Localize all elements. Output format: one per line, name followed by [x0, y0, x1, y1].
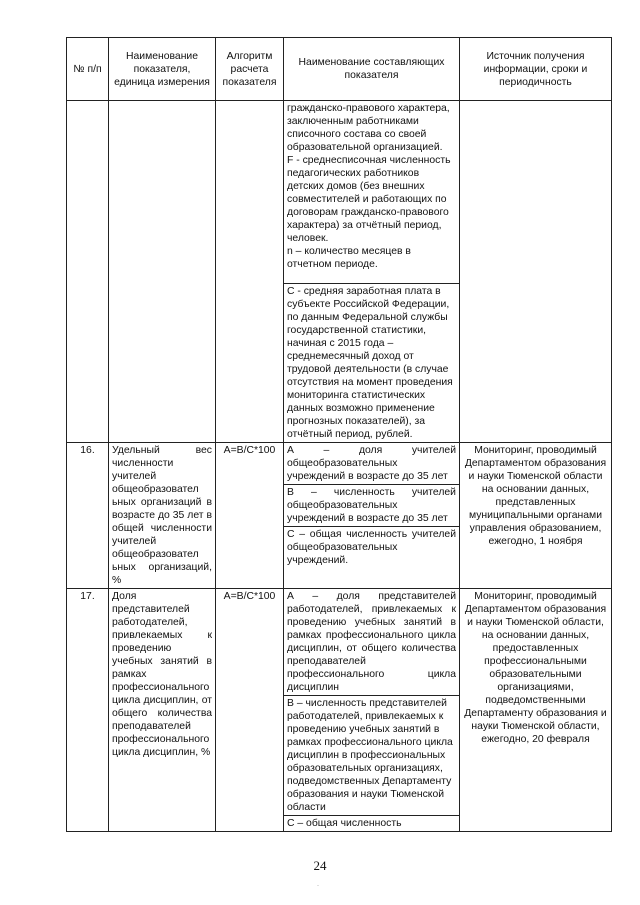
row16-components	[284, 443, 460, 589]
table-header-row	[67, 38, 612, 101]
header-source: Источник получения информации, сроки и периодичность	[460, 38, 612, 101]
row16-name: Удельный вес численности учителей общеобразовател ьных организаций в возрасте до 35 лет в общей численности учителей общеобразовател ьных организаций, %	[109, 443, 216, 589]
row16-num: 16.	[67, 443, 109, 589]
cont-block-1: гражданско-правового характера, заключенным работниками списочного состава со своей образовательной организацией. F - среднесписочная численность педагогических работников детских домов (без внешних совместителей и работающих по договорам гражданско-правового характера) за отчётный период, человек. n – количество месяцев в отчетном периоде.	[284, 101, 459, 284]
row17-name: Доля представителей работодателей, привлекаемых к проведению учебных занятий в рамках профессионального цикла дисциплин, от общего количества преподавателей профессионального цикла дисциплин, %	[109, 589, 216, 832]
header-components: Наименование составляющих показателя	[284, 38, 460, 101]
cont-algo-cell	[216, 101, 284, 443]
row17-source: Мониторинг, проводимый Департаментом образования и науки Тюменской области, на основании данных, предоставленных профессиональными образовательными организациями, подведомственными Департаменту образования и науки Тюменской области, ежегодно, 20 февраля	[460, 589, 612, 832]
indicators-table	[66, 37, 612, 832]
cont-source-cell	[460, 101, 612, 443]
row16-component-b: В – численность учителей общеобразовательных учреждений в возрасте до 35 лет	[284, 485, 459, 527]
cont-num-cell	[67, 101, 109, 443]
row17-component-a: А – доля представителей работодателей, привлекаемых к проведению учебных занятий в рамках профессионального цикла дисциплин, от общего количества преподавателей профессионального цикла дисциплин	[284, 589, 459, 696]
row17-num: 17.	[67, 589, 109, 832]
cont-name-cell	[109, 101, 216, 443]
page-number: 24	[313, 858, 327, 873]
row16-algo: A=B/C*100	[216, 443, 284, 589]
row17-component-c: С – общая численность	[287, 818, 402, 829]
table-row-continuation	[67, 101, 612, 443]
row17-component-b: В – численность представителей работодателей, привлекаемых к проведению учебных занятий в рамках профессионального цикла дисциплин в профессиональных образовательных организациях, подведомственных Департаменту образования и науки Тюменской области	[284, 696, 459, 816]
row17-algo: A=B/C*100	[216, 589, 284, 832]
header-name: Наименование показателя, единица измерения	[109, 38, 216, 101]
row16-source: Мониторинг, проводимый Департаментом образования и науки Тюменской области на основании данных, представленных муниципальными органами управления образованием, ежегодно, 1 ноября	[460, 443, 612, 589]
table-row-16	[67, 443, 612, 589]
row16-component-a: А – доля учителей общеобразовательных учреждений в возрасте до 35 лет	[284, 443, 459, 485]
cont-block-2: С - средняя заработная плата в субъекте Российской Федерации, по данным Федеральной службы государственной статистики, начиная с 2015 года – среднемесячный доход от трудовой деятельности (в случае отсутствия на момент проведения мониторинга статистических данных возможно применение прогнозных показателей), за отчётный период, рублей.	[287, 286, 453, 440]
table-row-17	[67, 589, 612, 832]
row17-components	[284, 589, 460, 832]
header-num: № п/п	[67, 38, 109, 101]
row16-component-c: С – общая численность учителей общеобразовательных учреждений.	[287, 529, 456, 566]
scan-dot: ·	[317, 883, 319, 889]
cont-components-cell	[284, 101, 460, 443]
header-algorithm: Алгоритм расчета показателя	[216, 38, 284, 101]
